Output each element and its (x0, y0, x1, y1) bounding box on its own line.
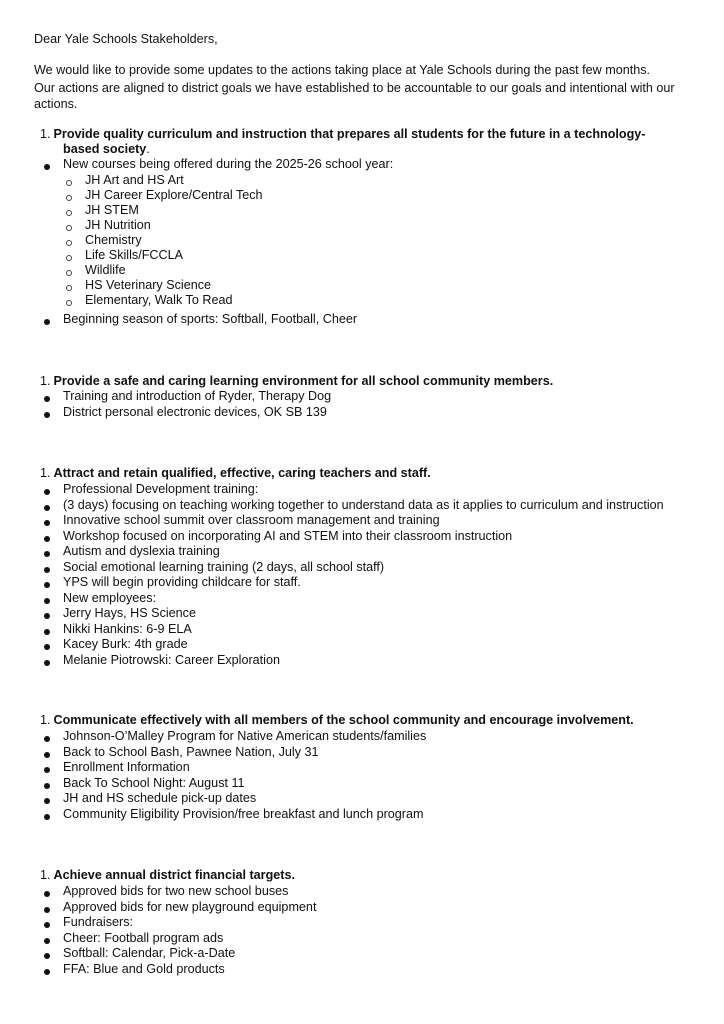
list-item-text: JH and HS schedule pick-up dates (63, 791, 257, 805)
bullet-icon (44, 814, 50, 820)
bullet-icon (44, 489, 50, 495)
bullet-icon (44, 567, 50, 573)
list-item-text: YPS will begin providing childcare for staff. (63, 575, 301, 589)
goal-number: 1. (40, 466, 51, 480)
bullet-icon (44, 536, 50, 542)
circle-bullet-icon (66, 300, 72, 306)
goal-2-heading (40, 374, 670, 390)
list-item-text: District personal electronic devices, OK SB 139 (63, 404, 327, 419)
list-item-text: Jerry Hays, HS Science (63, 606, 196, 620)
list-item-text: Approved bids for new playground equipment (63, 899, 317, 914)
circle-bullet-icon (66, 180, 72, 186)
list-item-text: Autism and dyslexia training (63, 544, 220, 558)
goal-title: Communicate effectively with all members of the school community and encourage involvement. (53, 713, 634, 727)
list-item-text: (3 days) focusing on teaching working together to understand data as it applies to curriculum and instruction (63, 497, 664, 512)
bullet-icon (44, 953, 50, 959)
circle-bullet-icon (66, 270, 72, 276)
bullet-icon (44, 736, 50, 742)
bullet-icon (44, 582, 50, 588)
list-item-text: Nikki Hankins: 6-9 ELA (63, 621, 192, 636)
bullet-icon (44, 767, 50, 773)
list-item-text: Beginning season of sports: Softball, Football, Cheer (63, 311, 358, 326)
bullet-icon (44, 969, 50, 975)
list-item-text: New employees: (63, 590, 157, 605)
goal-title-period: . (146, 142, 150, 156)
greeting: Dear Yale Schools Stakeholders, (34, 32, 218, 46)
list-item-text: Training and introduction of Ryder, Therapy Dog (63, 389, 332, 403)
circle-bullet-icon (66, 225, 72, 231)
circle-bullet-icon (66, 255, 72, 261)
goal-4-heading (40, 713, 670, 729)
list-item-text: New courses being offered during the 2025-26 school year: (63, 157, 394, 171)
goal-title: Attract and retain qualified, effective, caring teachers and staff. (53, 466, 431, 480)
circle-bullet-icon (66, 210, 72, 216)
list-item-text: Back To School Night: August 11 (63, 775, 245, 790)
bullet-icon (44, 164, 50, 170)
bullet-icon (44, 644, 50, 650)
goal-title-continued: based society (63, 142, 147, 156)
bullet-icon (44, 891, 50, 897)
sub-list-item-text: JH STEM (85, 202, 139, 217)
list-item-text: Fundraisers: (63, 915, 133, 929)
list-item-text: Approved bids for two new school buses (63, 884, 289, 898)
list-item-text: Enrollment Information (63, 760, 190, 774)
bullet-icon (44, 520, 50, 526)
goal-number: 1. (40, 868, 51, 882)
list-item-text: Innovative school summit over classroom management and training (63, 513, 440, 527)
list-item-text: FFA: Blue and Gold products (63, 961, 225, 976)
sub-list-item-text: JH Art and HS Art (85, 172, 184, 187)
bullet-icon (44, 660, 50, 666)
bullet-icon (44, 505, 50, 511)
intro-paragraph-line2: Our actions are aligned to district goals we have established to be accountable to our goals and intentional with our actions. (34, 81, 675, 111)
goal-5-heading (40, 868, 670, 884)
list-item-text: Workshop focused on incorporating AI and STEM into their classroom instruction (63, 528, 513, 543)
sub-list-item-text: Wildlife (85, 262, 126, 277)
intro-paragraph-line1: We would like to provide some updates to the actions taking place at Yale Schools during the past few months. (34, 63, 651, 77)
list-item-text: Social emotional learning training (2 days, all school staff) (63, 559, 385, 574)
bullet-icon (44, 907, 50, 913)
list-item-text: Melanie Piotrowski: Career Exploration (63, 652, 280, 667)
circle-bullet-icon (66, 195, 72, 201)
list-item-text: Kacey Burk: 4th grade (63, 637, 188, 651)
goal-title: Provide a safe and caring learning environment for all school community members. (53, 374, 554, 388)
sub-list-item-text: Life Skills/FCCLA (85, 247, 183, 262)
bullet-icon (44, 922, 50, 928)
list-item-text: Cheer: Football program ads (63, 930, 224, 945)
goal-1-heading-continued (63, 142, 150, 158)
sub-list-item-text: Elementary, Walk To Read (85, 292, 233, 307)
bullet-icon (44, 412, 50, 418)
bullet-icon (44, 798, 50, 804)
bullet-icon (44, 783, 50, 789)
list-item-text: Johnson-O’Malley Program for Native American students/families (63, 729, 427, 743)
sub-list-item-text: HS Veterinary Science (85, 277, 211, 292)
list-item-text: Softball: Calendar, Pick-a-Date (63, 946, 236, 960)
bullet-icon (44, 396, 50, 402)
bullet-icon (44, 613, 50, 619)
bullet-icon (44, 629, 50, 635)
bullet-icon (44, 551, 50, 557)
bullet-icon (44, 752, 50, 758)
goal-number: 1. (40, 127, 51, 141)
sub-list-item-text: Chemistry (85, 232, 142, 247)
circle-bullet-icon (66, 285, 72, 291)
list-item-text: Community Eligibility Provision/free breakfast and lunch program (63, 806, 424, 821)
bullet-icon (44, 938, 50, 944)
goal-1-heading (40, 127, 670, 143)
goal-title: Provide quality curriculum and instruction that prepares all students for the future in a technology- (53, 127, 646, 141)
goal-number: 1. (40, 374, 51, 388)
circle-bullet-icon (66, 240, 72, 246)
goal-3-heading (40, 466, 670, 482)
sub-list-item-text: JH Career Explore/Central Tech (85, 187, 263, 202)
goal-title: Achieve annual district financial targets. (53, 868, 295, 882)
list-item-text: Professional Development training: (63, 482, 259, 496)
list-item-text: Back to School Bash, Pawnee Nation, July 31 (63, 744, 319, 759)
goal-number: 1. (40, 713, 51, 727)
sub-list-item-text: JH Nutrition (85, 217, 151, 232)
bullet-icon (44, 598, 50, 604)
bullet-icon (44, 319, 50, 325)
